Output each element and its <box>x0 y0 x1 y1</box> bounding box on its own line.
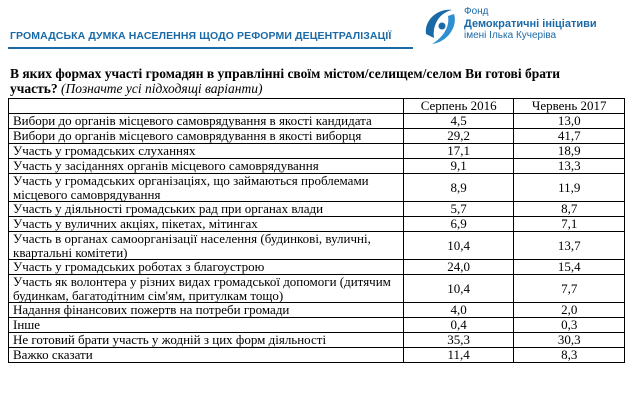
table-row <box>9 318 625 333</box>
value-2017: 13,3 <box>514 159 625 174</box>
table-row <box>9 348 625 363</box>
value-2017: 13,7 <box>514 232 625 260</box>
value-2017: 2,0 <box>514 303 625 318</box>
value-2016: 9,1 <box>403 159 514 174</box>
header-cell-2017: Червень 2017 <box>514 99 625 114</box>
row-label: Участь у діяльності громадських рад при органах влади <box>9 202 404 217</box>
table-row <box>9 275 625 303</box>
row-label: Участь у громадських організаціях, що займаються проблемами місцевого самоврядування <box>9 174 404 202</box>
table-row <box>9 333 625 348</box>
value-2017: 18,9 <box>514 144 625 159</box>
value-2016: 6,9 <box>403 217 514 232</box>
table-row <box>9 232 625 260</box>
table-row <box>9 217 625 232</box>
row-label: Участь у вуличних акціях, пікетах, мітингах <box>9 217 404 232</box>
table-row <box>9 144 625 159</box>
row-label: Участь у засіданнях органів місцевого самоврядування <box>9 159 404 174</box>
value-2017: 15,4 <box>514 260 625 275</box>
table-row <box>9 174 625 202</box>
value-2017: 7,7 <box>514 275 625 303</box>
value-2016: 4,5 <box>403 114 514 129</box>
value-2016: 10,4 <box>403 275 514 303</box>
logo-text <box>464 6 597 42</box>
row-label: Надання фінансових пожертв на потреби громади <box>9 303 404 318</box>
table-row <box>9 129 625 144</box>
value-2017: 30,3 <box>514 333 625 348</box>
logo <box>418 4 634 48</box>
value-2017: 41,7 <box>514 129 625 144</box>
value-2016: 8,9 <box>403 174 514 202</box>
value-2016: 29,2 <box>403 129 514 144</box>
row-label: Участь як волонтера у різних видах громадської допомоги (дитячим будинкам, багатодітним сім'ям, притулкам тощо) <box>9 275 404 303</box>
row-label: Вибори до органів місцевого самоврядування в якості кандидата <box>9 114 404 129</box>
value-2016: 11,4 <box>403 348 514 363</box>
logo-line-1: Фонд <box>464 6 489 17</box>
table-row <box>9 202 625 217</box>
row-label: Участь в органах самоорганізації населення (будинкові, вуличні, квартальні комітети) <box>9 232 404 260</box>
logo-line-2: Демократичні ініціативи <box>464 18 597 30</box>
row-label: Важко сказати <box>9 348 404 363</box>
value-2017: 11,9 <box>514 174 625 202</box>
row-label: Вибори до органів місцевого самоврядування в якості виборця <box>9 129 404 144</box>
value-2017: 13,0 <box>514 114 625 129</box>
value-2016: 4,0 <box>403 303 514 318</box>
row-label: Не готовий брати участь у жодній з цих форм діяльності <box>9 333 404 348</box>
value-2016: 5,7 <box>403 202 514 217</box>
question <box>10 66 610 96</box>
table-row <box>9 159 625 174</box>
value-2016: 10,4 <box>403 232 514 260</box>
row-label: Участь у громадських слуханнях <box>9 144 404 159</box>
value-2016: 35,3 <box>403 333 514 348</box>
table-row <box>9 303 625 318</box>
header-divider <box>8 47 413 49</box>
value-2017: 7,1 <box>514 217 625 232</box>
logo-icon <box>418 4 462 48</box>
table-row <box>9 260 625 275</box>
header-cell-label <box>9 99 404 114</box>
row-label: Інше <box>9 318 404 333</box>
question-hint: (Позначте усі підходящі варіанти) <box>61 81 263 96</box>
report-title: ГРОМАДСЬКА ДУМКА НАСЕЛЕННЯ ЩОДО РЕФОРМИ ДЕЦЕНТРАЛІЗАЦІЇ <box>10 30 392 42</box>
value-2016: 24,0 <box>403 260 514 275</box>
row-label: Участь у громадських роботах з благоустрою <box>9 260 404 275</box>
question-text: В яких формах участі громадян в управлінні своїм містом/селищем/селом Ви готові брати участь? <box>10 66 561 96</box>
value-2017: 0,3 <box>514 318 625 333</box>
value-2017: 8,3 <box>514 348 625 363</box>
value-2016: 0,4 <box>403 318 514 333</box>
value-2017: 8,7 <box>514 202 625 217</box>
header-cell-2016: Серпень 2016 <box>403 99 514 114</box>
header <box>0 0 640 52</box>
table-header-row <box>9 99 625 114</box>
results-table <box>8 98 625 363</box>
table-row <box>9 114 625 129</box>
logo-line-3: імені Ілька Кучеріва <box>464 30 557 41</box>
value-2016: 17,1 <box>403 144 514 159</box>
